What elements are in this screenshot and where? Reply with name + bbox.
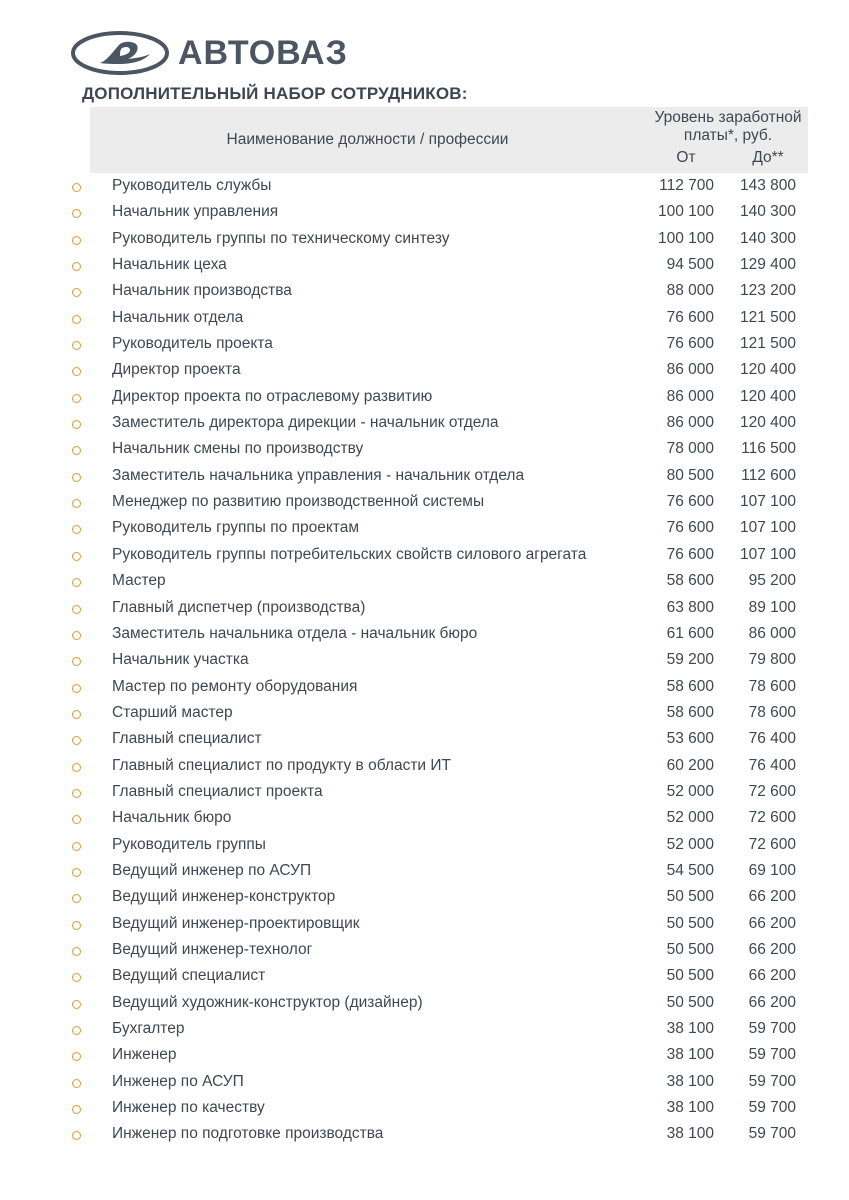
salary-from: 52 000 [666, 835, 714, 853]
salary-from: 78 000 [666, 440, 714, 458]
salary-from: 86 000 [666, 361, 714, 379]
salary-to: 107 100 [739, 519, 796, 537]
table-row [0, 516, 849, 542]
salary-to: 116 500 [741, 440, 796, 458]
circle-bullet-icon [72, 1026, 81, 1035]
table-header [90, 107, 808, 173]
position-name: Ведущий инженер-проектировщик [112, 914, 360, 932]
table-row [0, 991, 849, 1017]
circle-bullet-icon [72, 525, 81, 534]
salary-to: 76 400 [748, 730, 796, 748]
salary-to: 95 200 [748, 572, 796, 590]
table-row [0, 622, 849, 648]
table-row [0, 885, 849, 911]
salary-to: 59 700 [748, 1125, 796, 1143]
salary-from: 59 200 [666, 651, 714, 669]
salary-from: 58 600 [666, 677, 714, 695]
table-row [0, 358, 849, 384]
brand-name: АВТОВАЗ [178, 34, 348, 72]
circle-bullet-icon [72, 288, 81, 297]
salary-from: 50 500 [666, 888, 714, 906]
salary-to: 79 800 [748, 651, 796, 669]
salary-from: 52 000 [666, 782, 714, 800]
salary-to: 120 400 [739, 387, 796, 405]
position-name: Начальник производства [112, 282, 292, 300]
table-row [0, 411, 849, 437]
salary-from: 58 600 [666, 572, 714, 590]
salary-from: 53 600 [666, 730, 714, 748]
table-row [0, 490, 849, 516]
position-name: Руководитель группы по техническому синтезу [112, 229, 450, 247]
position-name: Главный специалист проекта [112, 782, 323, 800]
position-name: Руководитель группы [112, 835, 266, 853]
table-row [0, 543, 849, 569]
table-row [0, 701, 849, 727]
position-name: Начальник управления [112, 203, 279, 221]
circle-bullet-icon [72, 947, 81, 956]
position-name: Руководитель проекта [112, 335, 273, 353]
circle-bullet-icon [72, 605, 81, 614]
table-row [0, 833, 849, 859]
salary-to: 72 600 [748, 809, 796, 827]
salary-from: 60 200 [666, 756, 714, 774]
salary-to: 72 600 [748, 782, 796, 800]
salary-to: 66 200 [748, 993, 796, 1011]
table-row [0, 754, 849, 780]
salary-to: 89 100 [748, 598, 796, 616]
table-row [0, 675, 849, 701]
table-row [0, 332, 849, 358]
circle-bullet-icon [72, 420, 81, 429]
table-row [0, 648, 849, 674]
table-row [0, 859, 849, 885]
circle-bullet-icon [72, 842, 81, 851]
salary-from: 76 600 [666, 493, 714, 511]
salary-from: 112 700 [659, 177, 714, 194]
salary-from: 76 600 [666, 545, 714, 563]
position-name: Заместитель директора дирекции - начальник отдела [112, 414, 499, 432]
salary-to: 69 100 [748, 861, 796, 879]
table-row [0, 279, 849, 305]
position-name: Менеджер по развитию производственной системы [112, 493, 485, 511]
position-name: Инженер по качеству [112, 1099, 265, 1117]
circle-bullet-icon [72, 736, 81, 745]
table-row [0, 227, 849, 253]
circle-bullet-icon [72, 367, 81, 376]
table-row [0, 385, 849, 411]
circle-bullet-icon [72, 578, 81, 587]
circle-bullet-icon [72, 341, 81, 350]
circle-bullet-icon [72, 1052, 81, 1061]
table-row [0, 727, 849, 753]
table-row [0, 780, 849, 806]
circle-bullet-icon [72, 183, 81, 192]
circle-bullet-icon [72, 473, 81, 482]
position-name: Ведущий инженер-технолог [112, 940, 313, 958]
salary-from: 38 100 [666, 1046, 714, 1064]
salary-from: 100 100 [657, 203, 714, 221]
position-name: Старший мастер [112, 703, 233, 721]
salary-from: 52 000 [666, 809, 714, 827]
position-name: Инженер по АСУП [112, 1072, 244, 1090]
circle-bullet-icon [72, 894, 81, 903]
circle-bullet-icon [72, 1079, 81, 1088]
salary-from: 80 500 [666, 466, 714, 484]
salary-to: 66 200 [748, 914, 796, 932]
position-name: Мастер [112, 572, 166, 590]
circle-bullet-icon [72, 315, 81, 324]
salary-from: 86 000 [666, 414, 714, 432]
circle-bullet-icon [72, 973, 81, 982]
salary-to: 120 400 [739, 361, 796, 379]
header-from: От [676, 149, 696, 166]
table-row [0, 1070, 849, 1096]
position-name: Заместитель начальника управления - начальник отдела [112, 466, 525, 484]
position-name: Ведущий специалист [112, 967, 266, 985]
position-name: Руководитель службы [112, 177, 272, 194]
salary-to: 66 200 [748, 888, 796, 906]
avtovaz-logo [70, 30, 390, 76]
page-title: ДОПОЛНИТЕЛЬНЫЙ НАБОР СОТРУДНИКОВ: [82, 84, 468, 103]
salary-from: 61 600 [666, 624, 714, 642]
salary-to: 123 200 [739, 282, 796, 300]
circle-bullet-icon [72, 209, 81, 218]
position-name: Начальник смены по производству [112, 440, 364, 458]
table-row [0, 596, 849, 622]
lada-emblem-icon [70, 30, 170, 76]
header-to: До** [752, 149, 784, 166]
circle-bullet-icon [72, 684, 81, 693]
table-row [0, 912, 849, 938]
salary-to: 78 600 [748, 703, 796, 721]
salary-to: 59 700 [748, 1072, 796, 1090]
salary-from: 50 500 [666, 993, 714, 1011]
circle-bullet-icon [72, 236, 81, 245]
table-row [0, 806, 849, 832]
table-row [0, 569, 849, 595]
salary-to: 121 500 [739, 335, 796, 353]
table-row [0, 964, 849, 990]
table-row [0, 1017, 849, 1043]
salary-from: 58 600 [666, 703, 714, 721]
circle-bullet-icon [72, 868, 81, 877]
circle-bullet-icon [72, 1105, 81, 1114]
table-row [0, 1122, 849, 1148]
salary-to: 66 200 [748, 967, 796, 985]
salary-to: 78 600 [748, 677, 796, 695]
circle-bullet-icon [72, 1000, 81, 1009]
header-position-name: Наименование должности / профессии [226, 131, 509, 148]
salary-to: 66 200 [748, 940, 796, 958]
table-row [0, 200, 849, 226]
circle-bullet-icon [72, 657, 81, 666]
header-salary-level: Уровень заработной платы*, руб. [654, 109, 802, 144]
salary-to: 59 700 [748, 1046, 796, 1064]
salary-to: 140 300 [739, 229, 796, 247]
table-row [0, 306, 849, 332]
salary-from: 38 100 [666, 1125, 714, 1143]
salary-to: 112 600 [741, 466, 796, 484]
salary-from: 50 500 [666, 967, 714, 985]
salary-to: 129 400 [739, 256, 796, 274]
salary-from: 94 500 [666, 256, 714, 274]
circle-bullet-icon [72, 262, 81, 271]
salary-from: 88 000 [666, 282, 714, 300]
salary-from: 38 100 [666, 1072, 714, 1090]
table-row [0, 464, 849, 490]
salary-from: 100 100 [657, 229, 714, 247]
position-name: Начальник бюро [112, 809, 232, 827]
salary-from: 38 100 [666, 1020, 714, 1037]
salary-to: 59 700 [748, 1099, 796, 1117]
position-name: Главный специалист по продукту в области ИТ [112, 756, 451, 774]
position-name: Бухгалтер [112, 1020, 185, 1037]
position-name: Заместитель начальника отдела - начальник бюро [112, 624, 478, 642]
table-row [0, 253, 849, 279]
circle-bullet-icon [72, 710, 81, 719]
salary-from: 63 800 [666, 598, 714, 616]
position-name: Ведущий художник-конструктор (дизайнер) [112, 993, 423, 1011]
circle-bullet-icon [72, 1131, 81, 1140]
salary-to: 107 100 [739, 545, 796, 563]
salary-to: 120 400 [739, 414, 796, 432]
position-name: Инженер [112, 1046, 177, 1064]
position-name: Директор проекта [112, 361, 241, 379]
table-row [0, 1096, 849, 1122]
circle-bullet-icon [72, 552, 81, 561]
position-name: Директор проекта по отраслевому развитию [112, 387, 433, 405]
circle-bullet-icon [72, 789, 81, 798]
position-name: Ведущий инженер по АСУП [112, 861, 312, 879]
table-row [0, 938, 849, 964]
salary-from: 54 500 [666, 861, 714, 879]
salary-from: 86 000 [666, 387, 714, 405]
salary-to: 76 400 [748, 756, 796, 774]
position-name: Начальник цеха [112, 256, 227, 274]
circle-bullet-icon [72, 921, 81, 930]
circle-bullet-icon [72, 394, 81, 403]
salary-to: 121 500 [739, 308, 796, 326]
vacancy-list [0, 174, 849, 1149]
salary-from: 76 600 [666, 519, 714, 537]
table-row [0, 1043, 849, 1069]
salary-from: 38 100 [666, 1099, 714, 1117]
position-name: Главный специалист [112, 730, 262, 748]
salary-from: 76 600 [666, 335, 714, 353]
position-name: Руководитель группы потребительских свойств силового агрегата [112, 545, 587, 563]
table-row [0, 174, 849, 200]
salary-to: 140 300 [739, 203, 796, 221]
circle-bullet-icon [72, 631, 81, 640]
position-name: Мастер по ремонту оборудования [112, 677, 358, 695]
salary-to: 72 600 [748, 835, 796, 853]
position-name: Руководитель группы по проектам [112, 519, 359, 537]
circle-bullet-icon [72, 763, 81, 772]
circle-bullet-icon [72, 815, 81, 824]
salary-from: 50 500 [666, 940, 714, 958]
salary-to: 86 000 [748, 624, 796, 642]
table-row [0, 437, 849, 463]
position-name: Главный диспетчер (производства) [112, 598, 366, 616]
salary-to: 59 700 [748, 1020, 796, 1037]
salary-to: 143 800 [739, 177, 796, 194]
circle-bullet-icon [72, 499, 81, 508]
position-name: Начальник участка [112, 651, 249, 669]
position-name: Инженер по подготовке производства [112, 1125, 384, 1143]
circle-bullet-icon [72, 446, 81, 455]
salary-from: 50 500 [666, 914, 714, 932]
salary-to: 107 100 [739, 493, 796, 511]
position-name: Начальник отдела [112, 308, 244, 326]
position-name: Ведущий инженер-конструктор [112, 888, 336, 906]
salary-from: 76 600 [666, 308, 714, 326]
